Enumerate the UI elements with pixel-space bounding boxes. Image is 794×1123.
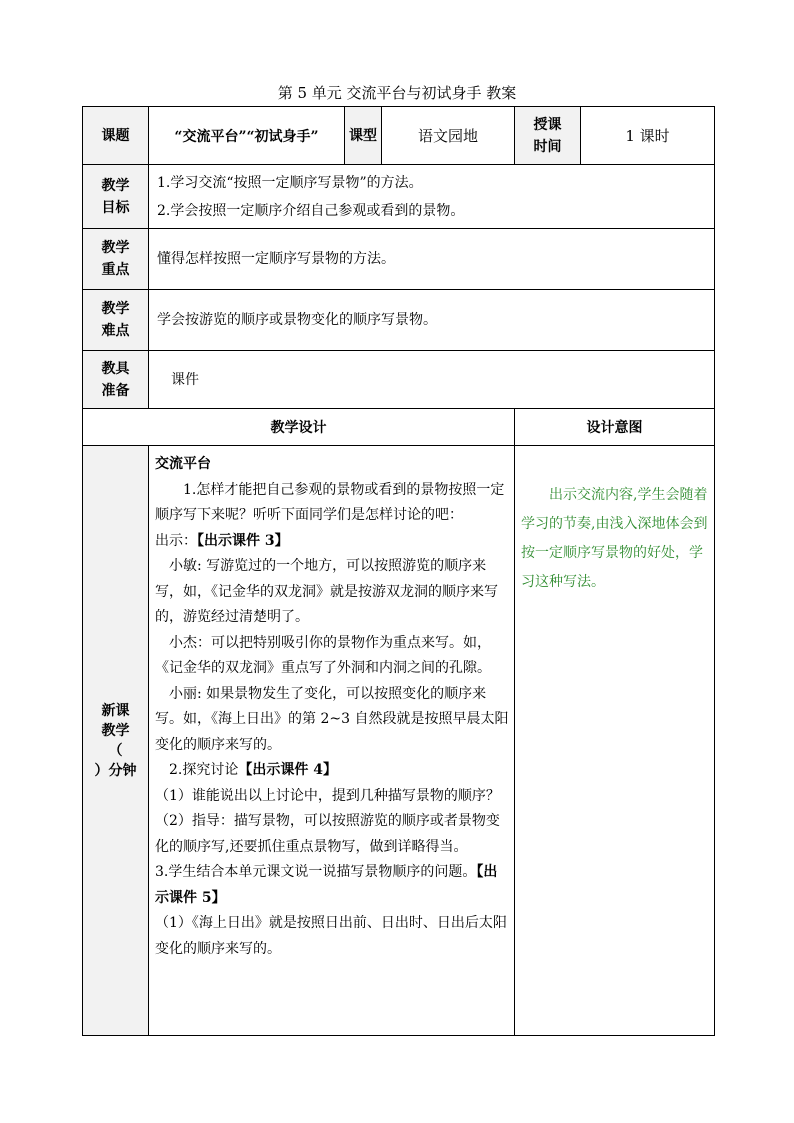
question-3-text: 3.学生结合本单元课文说一说描写景物顺序的问题。 [155, 864, 477, 880]
show-courseware-3 [155, 529, 510, 555]
goals-label-line-1: 教学 [101, 177, 130, 194]
xiaomin-statement: 小敏: 写游览过的一个地方，可以按照游览的顺序来写，如，《记金华的双龙洞》就是按游双龙洞的顺序来写的，游览经过清楚明了。 [155, 558, 498, 625]
goal-line-2: 2.学会按照一定顺序介绍自己参观或看到的景物。 [157, 202, 465, 219]
difficulties-label [83, 290, 149, 351]
goal-line-1: 1.学习交流“按照一定顺序写景物”的方法。 [157, 174, 423, 191]
intent-content [515, 446, 715, 1036]
lesson-plan-table [82, 106, 715, 1036]
difficulties-row [83, 290, 715, 351]
key-points-label [83, 229, 149, 290]
materials-row [83, 351, 715, 409]
xiaoli-statement: 小丽: 如果景物发生了变化，可以按照变化的顺序来写。如，《海上日出》的第 2~3 自然段就是按照早晨太阳变化的顺序来写的。 [155, 685, 509, 753]
new-lesson-label-line-1: 新课 [101, 702, 130, 719]
key-points-content: 懂得怎样按照一定顺序写景物的方法。 [149, 229, 715, 290]
design-column-header: 教学设计 [83, 409, 515, 446]
new-lesson-label-line-4: ）分钟 [94, 762, 137, 779]
materials-label [83, 351, 149, 409]
courseware-ref-3: 【出示课件 3】 [197, 532, 289, 549]
new-lesson-row [83, 446, 715, 1036]
question-2-2: （2）指导：描写景物，可以按照游览的顺序或者景物变化的顺序写,还要抓住重点景物写，做到详略得当。 [155, 813, 500, 855]
question-2 [155, 758, 510, 784]
new-lesson-label-line-3: （ [108, 742, 123, 759]
question-2-1: （1）谁能说出以上讨论中，提到几种描写景物的顺序？ [155, 787, 500, 804]
document-title: 第 5 单元 交流平台与初试身手 教案 [277, 84, 517, 102]
header-row [83, 107, 715, 165]
goals-label [83, 165, 149, 229]
time-label [515, 107, 581, 165]
column-header-row [83, 409, 715, 446]
goals-row [83, 165, 715, 229]
difficulties-label-line-2: 难点 [101, 323, 130, 339]
materials-content: 课件 [149, 351, 715, 409]
section-heading: 交流平台 [155, 456, 211, 472]
time-label-line-1: 授课 [533, 116, 562, 133]
xiaojie-statement: 小杰：可以把特别吸引你的景物作为重点来写。如，《记金华的双龙洞》重点写了外洞和内洞之间的孔隙。 [155, 634, 491, 676]
intent-column-header: 设计意图 [515, 409, 715, 446]
time-label-line-2: 时间 [533, 138, 562, 155]
question-3 [155, 860, 510, 911]
key-points-label-line-1: 教学 [101, 240, 130, 256]
key-points-label-line-2: 重点 [101, 262, 130, 278]
question-2-text: 2.探究讨论 [169, 762, 239, 778]
question-1: 1.怎样才能把自己参观的景物或看到的景物按照一定顺序写下来呢？听听下面同学们是怎样讨论的吧： [155, 481, 505, 523]
time-value: 1 课时 [581, 107, 715, 165]
show-prefix: 出示： [155, 532, 197, 549]
courseware-ref-4: 【出示课件 4】 [238, 762, 337, 778]
new-lesson-label [83, 446, 149, 1036]
materials-label-line-1: 教具 [101, 360, 130, 377]
topic-value: “交流平台”“初试身手” [149, 107, 345, 165]
intent-text: 出示交流内容,学生会随着学习的节奏,由浅入深地体会到按一定顺序写景物的好处，学习这种写法。 [521, 487, 708, 590]
type-value: 语文园地 [382, 107, 515, 165]
goals-label-line-2: 目标 [101, 199, 130, 216]
topic-label: 课题 [83, 107, 149, 165]
goals-content [149, 165, 715, 229]
design-content [149, 446, 515, 1036]
type-label: 课型 [345, 107, 382, 165]
difficulties-label-line-1: 教学 [101, 301, 130, 317]
new-lesson-label-line-2: 教学 [101, 722, 130, 739]
difficulties-content: 学会按游览的顺序或景物变化的顺序写景物。 [149, 290, 715, 351]
key-points-row [83, 229, 715, 290]
materials-label-line-2: 准备 [101, 382, 130, 399]
question-3-1: （1）《海上日出》就是按照日出前、日出时、日出后太阳变化的顺序来写的。 [155, 915, 507, 957]
courseware-ref-5: 【出示课件 5】 [155, 864, 498, 906]
